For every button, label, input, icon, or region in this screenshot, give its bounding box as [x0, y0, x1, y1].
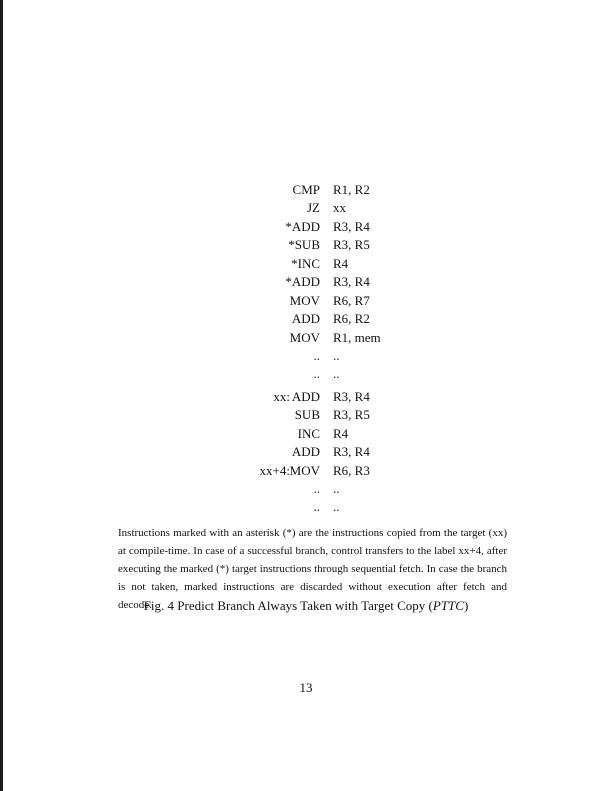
figure-caption-abbr: PTTC [432, 598, 464, 613]
code-operands: .. [333, 481, 340, 496]
code-opcode: SUB [294, 407, 320, 422]
code-operands: R3, R5 [333, 407, 370, 422]
code-operands: R4 [333, 256, 349, 271]
code-line [0, 424, 612, 444]
code-opcode: MOV [289, 463, 320, 478]
code-operands: R3, R4 [333, 274, 370, 289]
code-operands: R1, mem [333, 330, 381, 345]
page-number: 13 [299, 680, 313, 695]
code-line [0, 364, 612, 384]
code-opcode: .. [313, 499, 320, 514]
code-opcode: JZ [307, 200, 320, 215]
code-operands: .. [333, 348, 340, 363]
code-operands: R6, R7 [333, 293, 370, 308]
code-opcode: *ADD [285, 219, 320, 234]
code-opcode: MOV [289, 330, 320, 345]
code-opcode: .. [313, 366, 320, 381]
code-opcode: CMP [292, 182, 320, 197]
code-opcode: INC [297, 426, 320, 441]
code-label: xx: [273, 389, 290, 404]
code-opcode: .. [313, 348, 320, 363]
figure-caption [0, 596, 612, 616]
figure-caption-prefix: Fig. 4 Predict Branch Always Taken with Target Copy ( [143, 598, 433, 613]
code-opcode: .. [313, 481, 320, 496]
code-line [0, 235, 612, 255]
code-opcode: *ADD [285, 274, 320, 289]
code-line [0, 497, 612, 517]
code-operands: .. [333, 499, 340, 514]
code-line [0, 309, 612, 329]
code-operands: R3, R4 [333, 219, 370, 234]
code-operands: R6, R2 [333, 311, 370, 326]
code-line [0, 387, 612, 407]
code-opcode: ADD [291, 444, 320, 459]
code-line [0, 291, 612, 311]
code-line [0, 217, 612, 237]
code-line [0, 461, 612, 481]
code-line [0, 198, 612, 218]
code-line [0, 346, 612, 366]
code-opcode: MOV [289, 293, 320, 308]
code-operands: R1, R2 [333, 182, 370, 197]
code-operands: R3, R4 [333, 444, 370, 459]
code-operands: xx [333, 200, 346, 215]
code-opcode: *INC [291, 256, 320, 271]
code-label: xx+4: [259, 463, 290, 478]
figure-description: Instructions marked with an asterisk (*) are the instructions copied from the target (xx) at compile-time. In case of a successful branch, control transfers to the label xx+4, after executing the marked (*) target instructions through sequential fetch. In case the branch is not taken, marked instructions are discarded without execution after fetch and decode. [118, 527, 507, 611]
code-operands: R6, R3 [333, 463, 370, 478]
code-operands: R3, R4 [333, 389, 370, 404]
figure-caption-suffix: ) [463, 598, 469, 613]
code-line [0, 442, 612, 462]
code-opcode: ADD [291, 389, 320, 404]
code-operands: R3, R5 [333, 237, 370, 252]
code-line [0, 479, 612, 499]
code-operands: R4 [333, 426, 349, 441]
code-opcode: ADD [291, 311, 320, 326]
code-line [0, 405, 612, 425]
code-operands: .. [333, 366, 340, 381]
code-line [0, 254, 612, 274]
code-line [0, 328, 612, 348]
code-line [0, 180, 612, 200]
code-line [0, 272, 612, 292]
code-opcode: *SUB [288, 237, 320, 252]
